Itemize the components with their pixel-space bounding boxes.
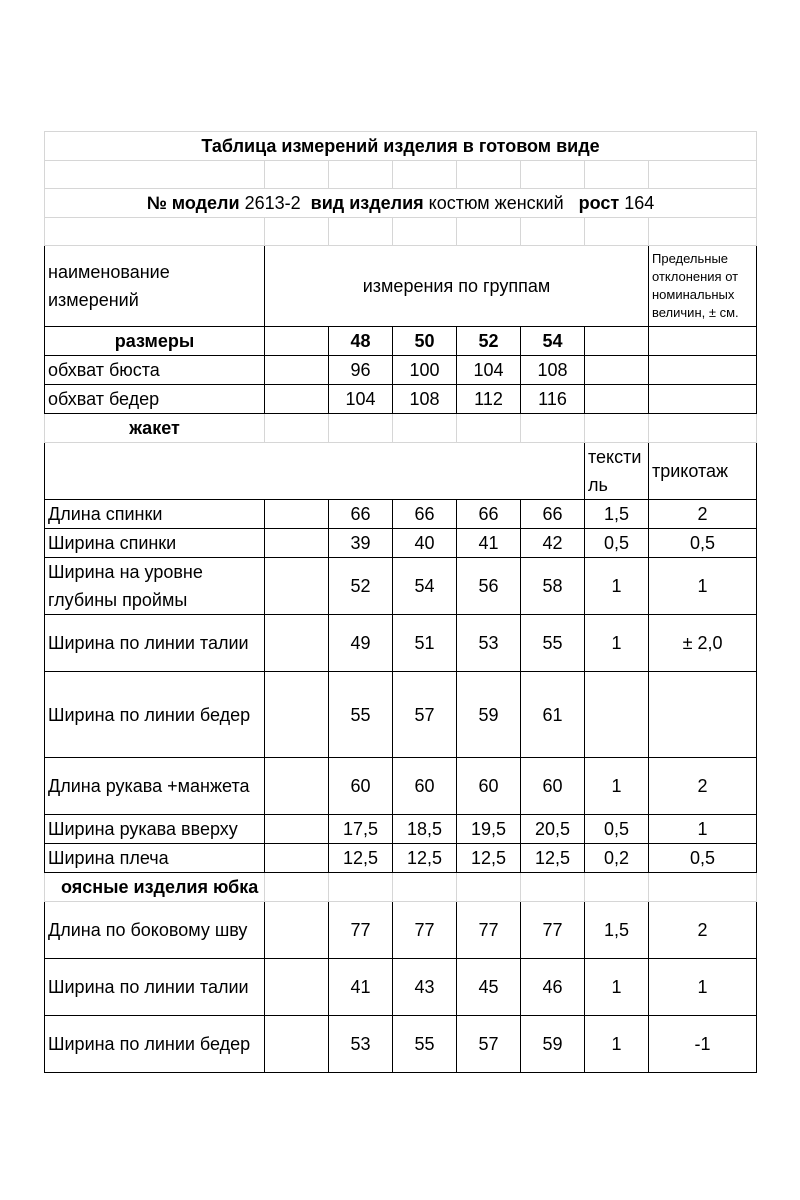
empty-cell xyxy=(265,327,329,356)
knit-tolerance: 1 xyxy=(649,815,757,844)
sizes-label: размеры xyxy=(45,327,265,356)
empty-cell xyxy=(265,356,329,385)
size-54: 54 xyxy=(521,327,585,356)
measure-value: 12,5 xyxy=(457,844,521,873)
measure-value: 39 xyxy=(329,529,393,558)
measure-value: 66 xyxy=(521,500,585,529)
header-name-col: наименование измерений xyxy=(45,246,265,327)
empty-cell xyxy=(585,414,649,443)
skirt-row xyxy=(45,902,757,959)
measure-value: 108 xyxy=(521,356,585,385)
textile-tolerance: 1 xyxy=(585,1016,649,1073)
type-label: вид изделия xyxy=(310,193,424,213)
jacket-row xyxy=(45,615,757,672)
model-label: № модели xyxy=(146,193,240,213)
jacket-row xyxy=(45,815,757,844)
measure-value: 60 xyxy=(521,758,585,815)
textile-tolerance: 1,5 xyxy=(585,500,649,529)
type-value: костюм женский xyxy=(428,193,564,213)
empty-cell xyxy=(649,385,757,414)
measure-value: 116 xyxy=(521,385,585,414)
empty-cell xyxy=(329,873,393,902)
measure-label: Ширина спинки xyxy=(45,529,265,558)
knit-tolerance xyxy=(649,672,757,758)
header-tolerance-col: Предельные отклонения от номинальных величин, ± см. xyxy=(649,246,757,327)
empty-cell xyxy=(265,959,329,1016)
empty-cell xyxy=(45,443,585,500)
empty-cell xyxy=(393,414,457,443)
measure-value: 19,5 xyxy=(457,815,521,844)
textile-tolerance: 1 xyxy=(585,959,649,1016)
measure-value: 53 xyxy=(457,615,521,672)
textile-tolerance: 0,2 xyxy=(585,844,649,873)
jacket-section-row xyxy=(45,414,757,443)
measure-value: 12,5 xyxy=(521,844,585,873)
empty-cell xyxy=(457,414,521,443)
skirt-row xyxy=(45,1016,757,1073)
measure-value: 41 xyxy=(329,959,393,1016)
knit-tolerance: 1 xyxy=(649,959,757,1016)
measure-value: 60 xyxy=(457,758,521,815)
jacket-row xyxy=(45,844,757,873)
measure-value: 51 xyxy=(393,615,457,672)
sizes-row xyxy=(45,327,757,356)
table-title: Таблица измерений изделия в готовом виде xyxy=(45,132,757,161)
body-measure-row xyxy=(45,385,757,414)
empty-cell xyxy=(649,873,757,902)
measure-label: Длина спинки xyxy=(45,500,265,529)
knit-tolerance: ± 2,0 xyxy=(649,615,757,672)
measure-value: 45 xyxy=(457,959,521,1016)
measure-value: 54 xyxy=(393,558,457,615)
textile-tolerance: 0,5 xyxy=(585,815,649,844)
measurement-table xyxy=(44,131,757,1073)
size-52: 52 xyxy=(457,327,521,356)
measure-label: Ширина рукава вверху xyxy=(45,815,265,844)
jacket-row xyxy=(45,558,757,615)
knit-tolerance: -1 xyxy=(649,1016,757,1073)
measure-value: 60 xyxy=(393,758,457,815)
measurement-sheet xyxy=(44,131,756,1073)
empty-cell xyxy=(265,414,329,443)
empty-cell xyxy=(265,758,329,815)
measure-value: 57 xyxy=(457,1016,521,1073)
empty-cell xyxy=(585,873,649,902)
header-groups-col: измерения по группам xyxy=(265,246,649,327)
empty-cell xyxy=(457,873,521,902)
measure-value: 12,5 xyxy=(329,844,393,873)
measure-value: 61 xyxy=(521,672,585,758)
measure-value: 77 xyxy=(329,902,393,959)
skirt-section-row xyxy=(45,873,757,902)
empty-cell xyxy=(585,385,649,414)
measure-value: 17,5 xyxy=(329,815,393,844)
empty-cell xyxy=(265,500,329,529)
knit-label: трикотаж xyxy=(649,443,757,500)
empty-cell xyxy=(265,615,329,672)
height-label: рост xyxy=(578,193,620,213)
measure-value: 108 xyxy=(393,385,457,414)
textile-tolerance: 1 xyxy=(585,615,649,672)
textile-label: тексти ль xyxy=(585,443,649,500)
empty-cell xyxy=(329,414,393,443)
measure-value: 104 xyxy=(457,356,521,385)
measure-value: 46 xyxy=(521,959,585,1016)
textile-tolerance: 0,5 xyxy=(585,529,649,558)
textile-tolerance xyxy=(585,672,649,758)
measure-label: Длина рукава +манжета xyxy=(45,758,265,815)
measure-value: 77 xyxy=(457,902,521,959)
measure-value: 96 xyxy=(329,356,393,385)
empty-cell xyxy=(649,327,757,356)
measure-value: 53 xyxy=(329,1016,393,1073)
measure-value: 104 xyxy=(329,385,393,414)
skirt-section-label: оясные изделия юбка xyxy=(45,873,265,902)
measure-label: Ширина по линии талии xyxy=(45,615,265,672)
measure-value: 77 xyxy=(393,902,457,959)
skirt-row xyxy=(45,959,757,1016)
measure-value: 42 xyxy=(521,529,585,558)
knit-tolerance: 2 xyxy=(649,902,757,959)
measure-value: 41 xyxy=(457,529,521,558)
jacket-row xyxy=(45,500,757,529)
empty-cell xyxy=(585,356,649,385)
empty-cell xyxy=(265,844,329,873)
empty-cell xyxy=(265,873,329,902)
empty-cell xyxy=(265,672,329,758)
measure-value: 66 xyxy=(393,500,457,529)
jacket-section-label: жакет xyxy=(45,414,265,443)
empty-cell xyxy=(265,385,329,414)
measure-value: 66 xyxy=(457,500,521,529)
knit-tolerance: 2 xyxy=(649,758,757,815)
jacket-row xyxy=(45,672,757,758)
size-50: 50 xyxy=(393,327,457,356)
jacket-row xyxy=(45,529,757,558)
jacket-row xyxy=(45,758,757,815)
measure-value: 100 xyxy=(393,356,457,385)
measure-value: 55 xyxy=(521,615,585,672)
measure-value: 59 xyxy=(457,672,521,758)
empty-cell xyxy=(265,902,329,959)
measure-value: 52 xyxy=(329,558,393,615)
empty-cell xyxy=(649,356,757,385)
measure-value: 112 xyxy=(457,385,521,414)
measure-value: 57 xyxy=(393,672,457,758)
empty-cell xyxy=(521,873,585,902)
measure-label: обхват бедер xyxy=(45,385,265,414)
textile-tolerance: 1 xyxy=(585,758,649,815)
measure-value: 12,5 xyxy=(393,844,457,873)
body-measure-row xyxy=(45,356,757,385)
measure-value: 49 xyxy=(329,615,393,672)
measure-label: Ширина на уровне глубины проймы xyxy=(45,558,265,615)
measure-value: 18,5 xyxy=(393,815,457,844)
measure-label: обхват бюста xyxy=(45,356,265,385)
measure-label: Ширина плеча xyxy=(45,844,265,873)
measure-value: 55 xyxy=(393,1016,457,1073)
measure-value: 55 xyxy=(329,672,393,758)
textile-tolerance: 1 xyxy=(585,558,649,615)
empty-cell xyxy=(521,414,585,443)
measure-label: Длина по боковому шву xyxy=(45,902,265,959)
measure-value: 56 xyxy=(457,558,521,615)
measure-value: 59 xyxy=(521,1016,585,1073)
knit-tolerance: 0,5 xyxy=(649,529,757,558)
measure-value: 66 xyxy=(329,500,393,529)
measure-label: Ширина по линии бедер xyxy=(45,1016,265,1073)
knit-tolerance: 2 xyxy=(649,500,757,529)
measure-value: 58 xyxy=(521,558,585,615)
knit-tolerance: 0,5 xyxy=(649,844,757,873)
size-48: 48 xyxy=(329,327,393,356)
tolerance-subheader-row xyxy=(45,443,757,500)
measure-value: 40 xyxy=(393,529,457,558)
measure-label: Ширина по линии бедер xyxy=(45,672,265,758)
empty-cell xyxy=(393,873,457,902)
measure-value: 43 xyxy=(393,959,457,1016)
empty-cell xyxy=(265,529,329,558)
knit-tolerance: 1 xyxy=(649,558,757,615)
empty-cell xyxy=(649,414,757,443)
empty-cell xyxy=(585,327,649,356)
measure-value: 20,5 xyxy=(521,815,585,844)
model-value: 2613-2 xyxy=(244,193,301,213)
measure-label: Ширина по линии талии xyxy=(45,959,265,1016)
measure-value: 60 xyxy=(329,758,393,815)
empty-cell xyxy=(265,815,329,844)
empty-cell xyxy=(265,1016,329,1073)
height-value: 164 xyxy=(624,193,655,213)
textile-tolerance: 1,5 xyxy=(585,902,649,959)
model-line xyxy=(45,189,757,218)
measure-value: 77 xyxy=(521,902,585,959)
empty-cell xyxy=(265,558,329,615)
